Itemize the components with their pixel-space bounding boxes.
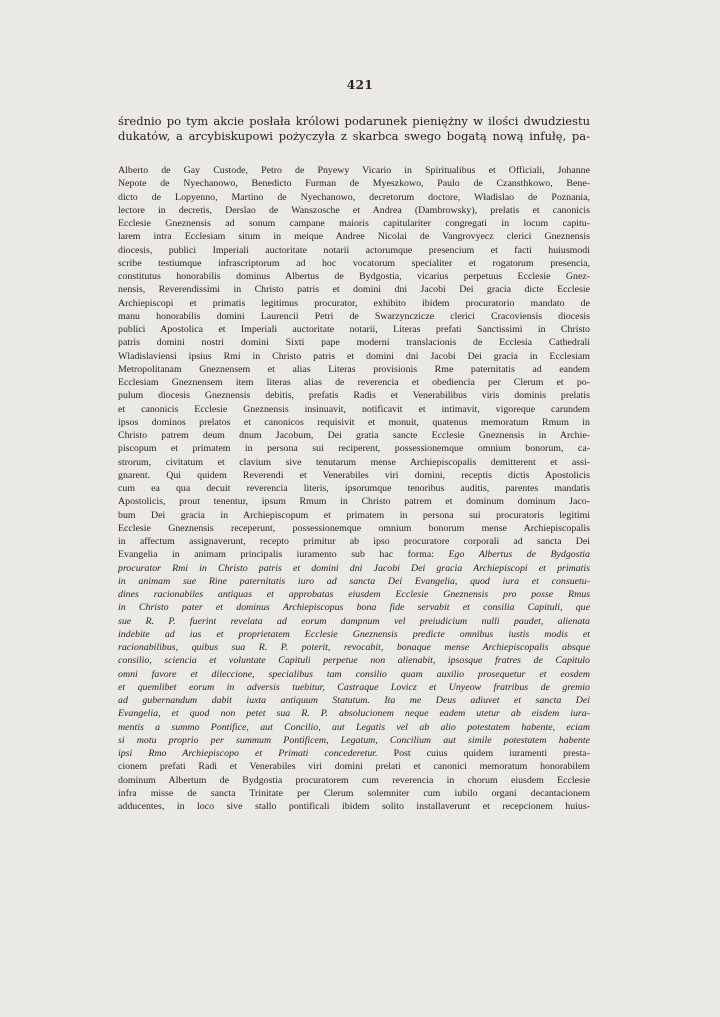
footnote-line: manu honorabilis domini Laurencii Petri de Swarzynczicze clerici Cracoviensis diocesis [118,310,590,322]
footnote-roman-segment: Post cuius quidem iuramenti presta- [377,748,590,759]
footnote-line: dicto de Lopyenno, Martino de Nyechanowo, decretorum doctore, Władislao de Poznania, [118,191,590,203]
footnote-line: gnarent. Qui quidem Reverendi et Venerabiles viri domini, receptis dictis Apostolicis [118,469,590,481]
oath-line: procurator Rmi in Christo patris et domini dni Jacobi Dei gracia Archiepiscopi et primatis [118,562,590,574]
footnote-line: Apostolicis, prout tenentur, ipsum Rmum in Christo patrem et dominum dominum Jaco- [118,496,590,508]
page-number: 421 [346,78,374,92]
footnote-line: Ecclesie Gneznensis receperunt, possessionemque omnium bonorum mense Archiepiscopalis [118,522,590,534]
footnote-line: lectore in decretis, Derslao de Wanszosche et Andrea (Dambrowsky), prelatis et canonicis [118,204,590,216]
footnote-line-oath-end [118,747,590,760]
footnote-line: dominum Albertum de Bydgostia procuratorem cum reverencia in chorum eiusdem Ecclesie [118,774,590,786]
oath-line: in Christo pater et dominus Archiepiscopus bona fide servabit et consilia Capituli, que [118,602,590,614]
footnote-line: Ecclesiam Gneznensem item literas alias de reverencia et obediencia per Clerum et po- [118,377,590,388]
oath-italic-segment: ipsi Rmo Archiepiscopo et Primati concederetur. [118,748,378,759]
footnote-line: scribe testiumque infrascriptorum ad hoc vocatorum specialiter et rogatorum presencia, [118,257,590,269]
footnote-line-oath-start [118,548,590,561]
oath-line: dines racionabiles antiquas et approbatas eiusdem Ecclesie Gneznensis pro posse Rmus [118,589,590,600]
footnote-line: Nepote de Nyechanowo, Benedicto Furman de Myeszkowo, Paulo de Czansthkowo, Bene- [118,178,590,190]
oath-line: indebite ad ius et proprietatem Ecclesie Gneznensis predicte omnibus iustis modis et [118,628,590,640]
main-text-line: średnio po tym akcie posłała królowi podarunek pieniężny w ilości dwudziestu [118,114,590,128]
oath-line: si motu proprio per summum Pontificem, Legatum, Concilium aut simile potestatem habente [118,734,590,746]
footnote-latin-text [118,164,590,813]
footnote-line: adducentes, in loco sive stallo pontificali ibidem solito installaverunt et recepcionem huius- [118,801,590,812]
oath-line: sue R. P. fuerint revelata ad eorum dampnum vel preiudicium nulli paudet, alienata [118,615,590,627]
footnote-line: publici Apostolica et Imperiali auctoritate notarii, Literas prefati Sanctissimi in Christo [118,324,590,335]
footnote-line: nensis, Reverendissimi in Christo patris et domini dni Jacobi Dei gracia dicte Ecclesie [118,284,590,296]
main-text-line: dukatów, a arcybiskupowi pożyczyła z skarbca swego bogatą nową infułę, pa- [118,129,590,143]
footnote-line: Archiepiscopi et primatis legitimus procurator, exhibito ibidem procuratorio mandato de [118,297,590,309]
oath-line: consilio, sciencia et voluntate Capituli perpetue non alienabit, ipsosque fratres de Capitulo [118,655,590,667]
oath-line: ad gubernandum dabit iuxta antiquum Statutum. Ita me Deus adiuvet et sancta Dei [118,695,590,706]
footnote-line: cum ea qua decuit reverencia literis, ipsorumque tenoribus auditis, parentes mandatis [118,483,590,494]
footnote-line: Metropolitanam Gneznensem et alias Literas provisionis Rme paternitatis ad eandem [118,363,590,375]
footnote-line: et canonicis Ecclesie Gneznensis insinuavit, notificavit et intimavit, vigoreque carundem [118,403,590,415]
footnote-roman-segment: Evangelia in animam principalis iuramento sub hac forma: [118,549,449,561]
oath-line: in animam sue Rine paternitatis iuro ad sancta Dei Evangelia, quod iura et consuetu- [118,575,590,587]
footnote-line: infra misse de sancta Trinitate per Clerum solemniter cum iubilo organi decantacionem [118,787,590,799]
footnote-line: constitutus honorabilis dominus Albertus de Bydgostia, vicarius perpetuus Ecclesie Gnez- [118,271,590,282]
footnote-line: Alberto de Gay Custode, Petro de Pnyewy Vicario in Spiritualibus et Officiali, Johanne [118,165,590,176]
footnote-line: Ecclesie Gneznensis ad sonum campane maioris capitulariter congregati in locum capitu- [118,218,590,229]
footnote-line: bum Dei gracia in Archiepiscopum et primatem in persona sui procuratoris legitimi [118,509,590,521]
footnote-line: in affectum assignaverunt, recepto primitur ab ipso procuratore corporali ad sancta Dei [118,536,590,547]
footnote-line: larem intra Ecclesiam situm in meique Andree Nicolai de Vangrovyecz clerici Gneznensis [118,231,590,243]
footnote-line: Wladislaviensi ipsius Rmi in Christo patris et domini dni Jacobi Dei gracia in Ecclesiam [118,350,590,362]
oath-italic-segment: Ego Albertus de Bydgostia [448,549,590,561]
oath-line: Evangelia, et quod non petet sua R. P. absolucionem neque eadem utetur ab eisdem iura- [118,708,590,720]
oath-line: racionabilibus, quibus sua R. P. poterit, revocabit, bonaque mense Archiepiscopalis absque [118,642,590,653]
footnote-line: Christo patrem deum dnum Jacobum, Dei gratia sancte Ecclesie Gneznensis in Archie- [118,430,590,441]
oath-line: et quemlibet eorum in adversis tuebitur, Castraque Lovicz et Unyeow fratribus de gremio [118,681,590,693]
footnote-line: pulum diocesis Gneznensis debitis, prefatis Radis et Venerabilibus viris dominis prelatis [118,390,590,402]
footnote-line: ipsos dominos prelatos et canonicos requisivit et monuit, quatenus memoratum Rmum in [118,416,590,428]
footnote-line: patris domini nostri domini Sixti pape moderni translacionis de Ecclesia Cathedrali [118,337,590,349]
footnote-line: strorum, civitatum et clavium sive tenutarum mense Archiepiscopalis demitterent et assi- [118,456,590,468]
footnote-line: diocesis, publici Imperiali auctoritate notarii actorumque presencium et facti huiusmodi [118,244,590,256]
oath-line: mentis a summo Pontifice, aut Concilio, aut Legatis vel ab alio potestatem habente, eciam [118,721,590,733]
footnote-line: cionem prefati Radi et Venerabiles viri domini prelati et canonici memoratum honorabilem [118,761,590,773]
main-text [118,114,590,144]
oath-line: omni favore et dileccione, specialibus tam consilio quam auxilio prosequetur et eosdem [118,668,590,680]
footnote-line: piscopum et primatem in persona sui reciperent, possessionemque omnium bonorum, ca- [118,443,590,455]
